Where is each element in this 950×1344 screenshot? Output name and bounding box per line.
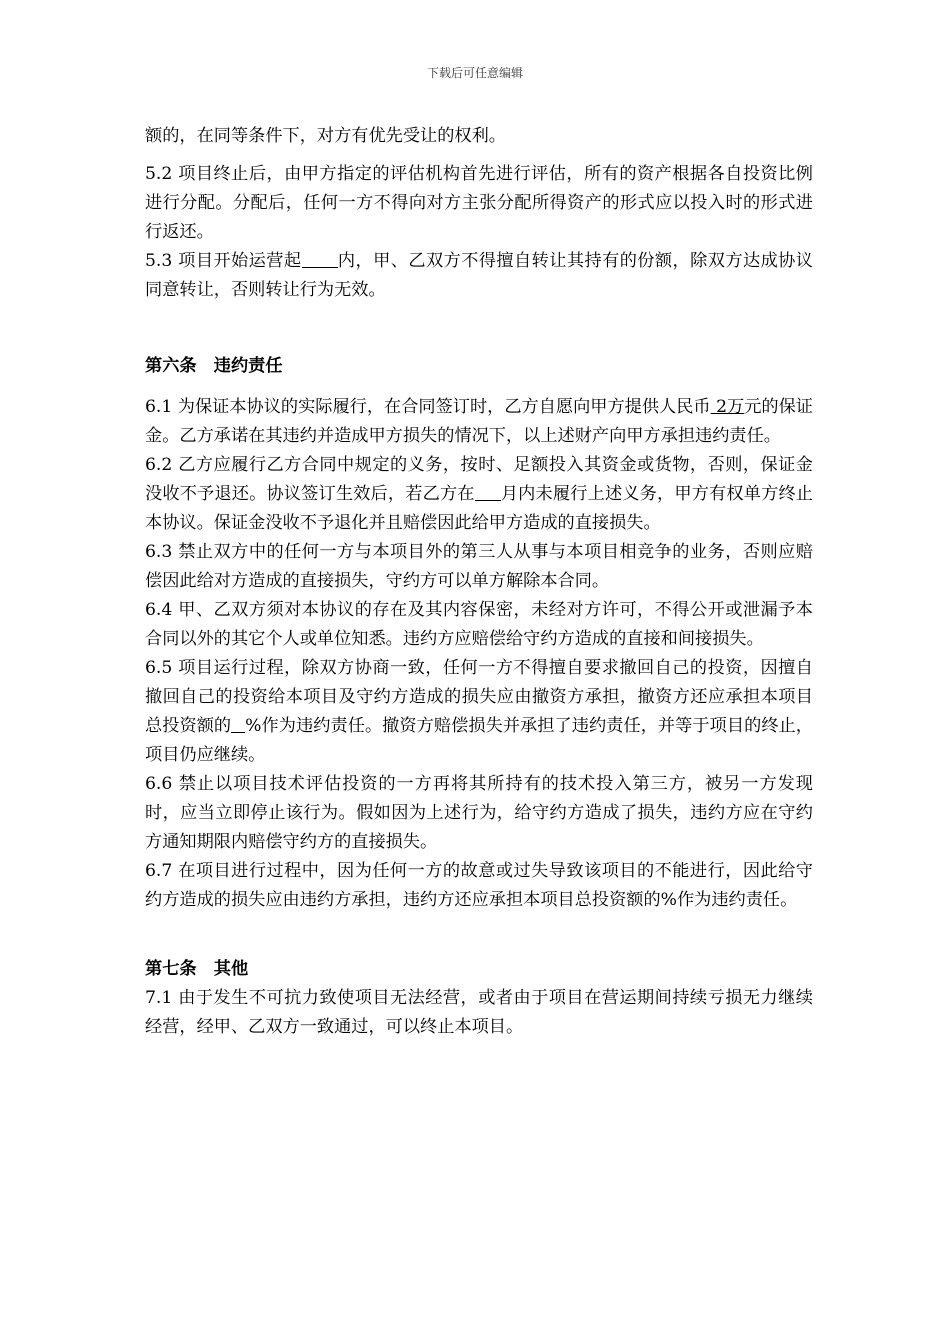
blank-field xyxy=(231,715,245,733)
paragraph-6-1-part-a: 6.1 为保证本协议的实际履行，在合同签订时，乙方自愿向甲方提供人民币 xyxy=(145,397,711,417)
paragraph-6-5 xyxy=(145,654,813,770)
paragraph-6-2-part-b: 月内未履行上述义务，甲方有权单方终止本协议。保证金没收不予退化并且赔偿因此给甲方造成的直接损失。 xyxy=(145,484,813,533)
paragraph-7-1: 7.1 由于发生不可抗力致使项目无法经营，或者由于项目在营运期间持续亏损无力继续经营，经甲、乙双方一致通过，可以终止本项目。 xyxy=(145,988,813,1037)
page-header-note: 下载后可任意编辑 xyxy=(426,66,523,80)
paragraph-6-1-part-b: 元的保证金。乙方承诺在其违约并造成甲方损失的情况下，以上述财产向甲方承担违约责任。 xyxy=(145,397,813,446)
paragraph-5-2: 5.2 项目终止后，由甲方指定的评估机构首先进行评估，所有的资产根据各自投资比例进行分配。分配后，任何一方不得向对方主张分配所得资产的形式应以投入时的形式进行返还。 xyxy=(145,164,813,242)
section-6-title: 第六条 违约责任 xyxy=(145,356,283,376)
document-body xyxy=(145,122,813,1042)
paragraph-5-3-part-b: 内，甲、乙双方不得擅自转让其持有的份额，除双方达成协议同意转让，否则转让行为无效。 xyxy=(145,251,813,300)
paragraph-6-5-part-a: 6.5 项目运行过程，除双方协商一致，任何一方不得擅自要求撤回自己的投资，因擅自撤回自己的投资给本项目及守约方造成的损失应由撤资方承担，撤资方还应承担本项目总投资额的 xyxy=(145,658,813,736)
paragraph-6-2-part-a: 6.2 乙方应履行乙方合同中规定的义务，按时、足额投入其资金或货物，否则，保证金没收不予退还。协议签订生效后，若乙方在 xyxy=(145,455,813,504)
deposit-amount: 2万 xyxy=(710,397,745,417)
blank-field xyxy=(475,483,501,501)
paragraph-6-7: 6.7 在项目进行过程中，因为任何一方的故意或过失导致该项目的不能进行，因此给守约方造成的损失应由违约方承担，违约方还应承担本项目总投资额的%作为违约责任。 xyxy=(145,861,813,910)
paragraph-6-3: 6.3 禁止双方中的任何一方与本项目外的第三人从事与本项目相竞争的业务，否则应赔偿因此给对方造成的直接损失，守约方可以单方解除本合同。 xyxy=(145,542,813,591)
paragraph-5-3 xyxy=(145,247,813,305)
paragraph-6-5-part-b: %作为违约责任。撤资方赔偿损失并承担了违约责任，并等于项目的终止，项目仍应继续。 xyxy=(145,716,813,765)
paragraph-5-1-continued: 额的，在同等条件下，对方有优先受让的权利。 xyxy=(145,126,506,146)
section-7-title: 第七条 其他 xyxy=(145,959,249,979)
paragraph-5-3-part-a: 5.3 项目开始运营起 xyxy=(145,251,302,271)
paragraph-6-2 xyxy=(145,451,813,538)
blank-field xyxy=(302,250,338,268)
paragraph-6-6: 6.6 禁止以项目技术评估投资的一方再将其所持有的技术投入第三方，被另一方发现时，应当立即停止该行为。假如因为上述行为，给守约方造成了损失，违约方应在守约方通知期限内赔偿守约方的直接损失。 xyxy=(145,774,813,852)
paragraph-6-1 xyxy=(145,393,813,451)
paragraph-6-4: 6.4 甲、乙双方须对本协议的存在及其内容保密，未经对方许可，不得公开或泄漏予本合同以外的其它个人或单位知悉。违约方应赔偿给守约方造成的直接和间接损失。 xyxy=(145,600,813,649)
